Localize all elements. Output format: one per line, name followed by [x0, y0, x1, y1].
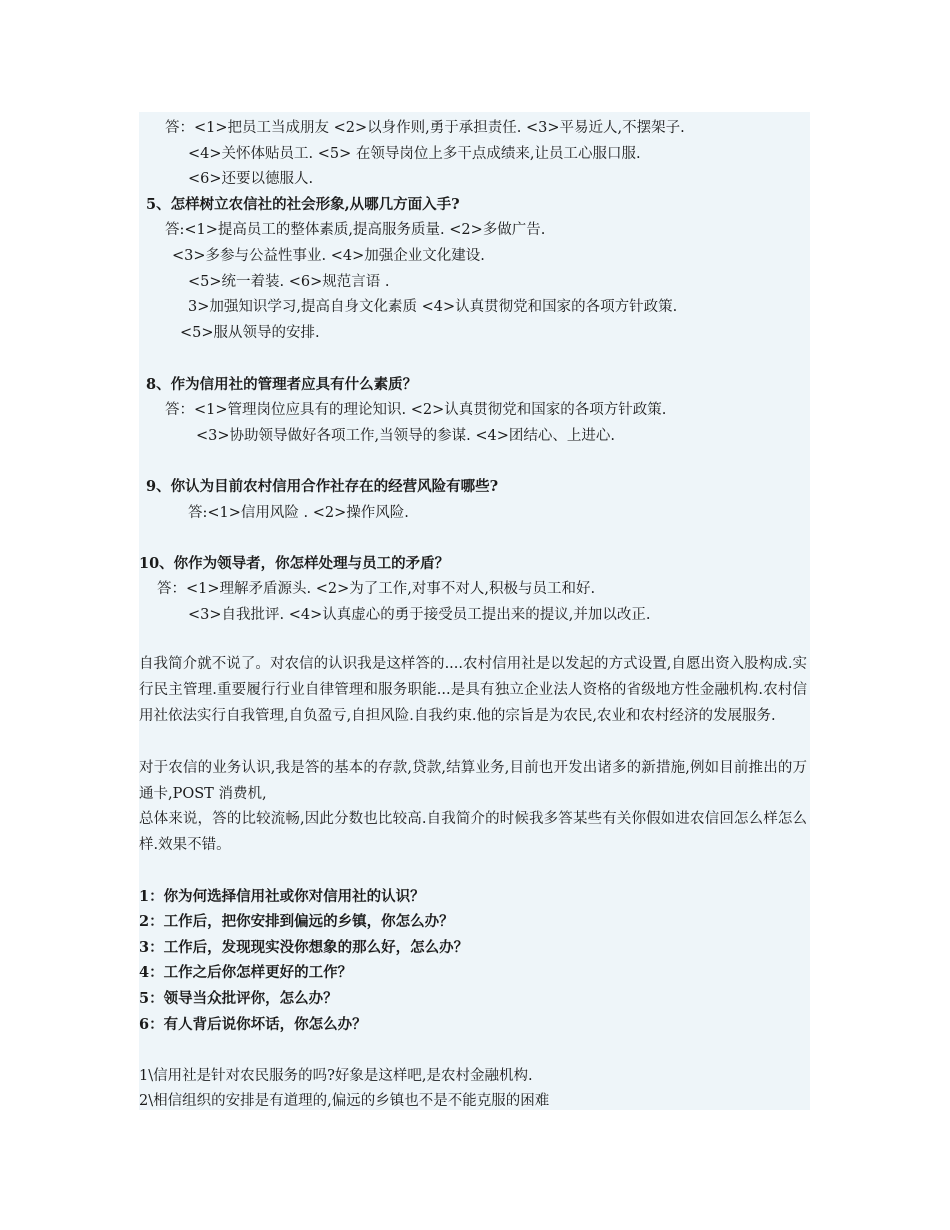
answer-line: 答：<1>理解矛盾源头. <2>为了工作,对事不对人,积极与员工和好. — [157, 581, 596, 597]
summary-paragraph: 总体来说，答的比较流畅,因此分数也比较高.自我简介的时候我多答某些有关你假如进农信回怎么样怎么样.效果不错。 — [139, 811, 807, 853]
answer-line: 答:<1>信用风险 . <2>操作风险. — [188, 505, 409, 521]
answer-line: <3>多参与公益性事业. <4>加强企业文化建设. — [172, 248, 485, 264]
question-heading: 10、你作为领导者，你怎样处理与员工的矛盾？ — [139, 555, 450, 572]
answer-line: 答：<1>管理岗位应具有的理论知识. <2>认真贯彻党和国家的各项方针政策. — [165, 402, 667, 418]
interview-question: 4：工作之后你怎样更好的工作？ — [139, 964, 353, 981]
interview-question: 2：工作后，把你安排到偏远的乡镇，你怎么办？ — [139, 913, 454, 930]
answer-line: <5>统一着装. <6>规范言语 . — [188, 274, 390, 290]
business-paragraph: 对于农信的业务认识,我是答的基本的存款,贷款,结算业务,目前也开发出诸多的新措施,例如目前推出的万通卡,POST 消费机, — [139, 760, 807, 802]
question-heading: 5、怎样树立农信社的社会形象,从哪几方面入手? — [146, 196, 460, 213]
interview-question: 6：有人背后说你坏话，你怎么办？ — [139, 1016, 367, 1033]
answer-line: <5>服从领导的安排. — [180, 325, 320, 341]
answer-line: 答:<1>提高员工的整体素质,提高服务质量. <2>多做广告. — [165, 222, 546, 238]
interview-answer: 1\信用社是针对农民服务的吗?好象是这样吧,是农村金融机构. — [139, 1068, 533, 1084]
interview-question: 3：工作后，发现现实没你想象的那么好，怎么办？ — [139, 939, 469, 956]
answer-line: <3>自我批评. <4>认真虚心的勇于接受员工提出来的提议,并加以改正. — [188, 607, 651, 623]
answer-line: <4>关怀体贴员工. <5> 在领导岗位上多干点成绩来,让员工心服口服. — [188, 146, 641, 162]
interview-answer: 2\相信组织的安排是有道理的,偏远的乡镇也不是不能克服的困难 — [139, 1093, 550, 1109]
question-heading: 9、你认为目前农村信用合作社存在的经营风险有哪些? — [146, 478, 499, 495]
interview-question: 1：你为何选择信用社或你对信用社的认识？ — [139, 888, 425, 905]
answer-line: <3>协助领导做好各项工作,当领导的参谋. <4>团结心、上进心. — [196, 428, 615, 444]
intro-paragraph: 自我简介就不说了。对农信的认识我是这样答的....农村信用社是以发起的方式设置,自愿出资入股构成.实行民主管理.重要履行行业自律管理和服务职能...是具有独立企业法人资格的省级地方性金融机构.农村信用社依法实行自我管理,自负盈亏,自担风险.自我约束.他的宗旨是为农民,农业和农村经济的发展服务. — [139, 656, 807, 724]
answer-line: 3>加强知识学习,提高自身文化素质 <4>认真贯彻党和国家的各项方针政策. — [188, 299, 678, 315]
answer-line: 答：<1>把员工当成朋友 <2>以身作则,勇于承担责任. <3>平易近人,不摆架子. — [165, 120, 685, 136]
interview-question: 5：领导当众批评你，怎么办？ — [139, 990, 338, 1007]
question-heading: 8、作为信用社的管理者应具有什么素质？ — [146, 376, 418, 393]
answer-line: <6>还要以德服人. — [188, 171, 314, 187]
